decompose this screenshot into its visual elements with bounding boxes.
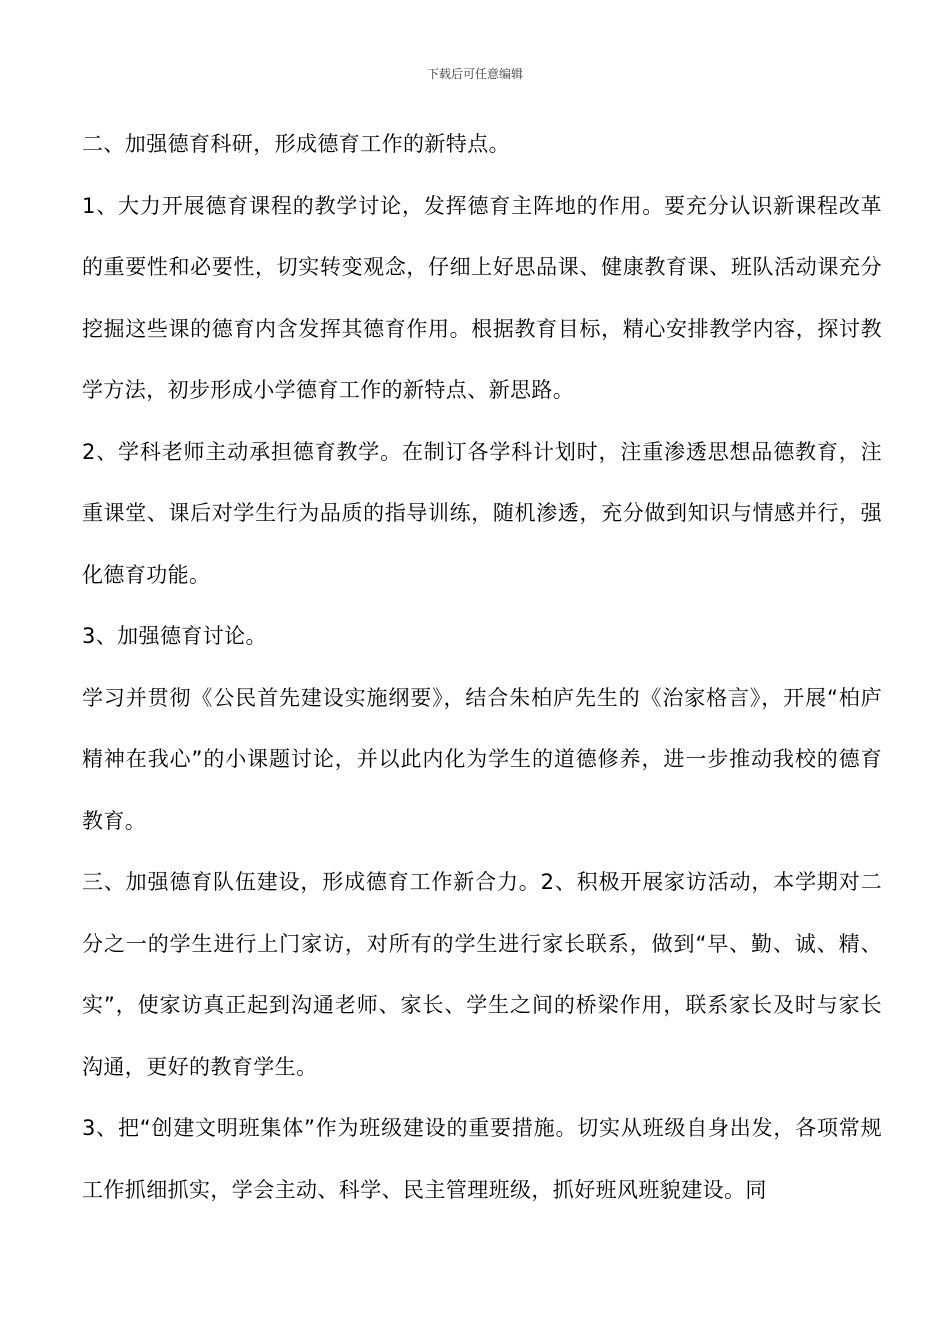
paragraph-item-3-detail: 学习并贯彻《公民首先建设实施纲要》，结合朱柏庐先生的《治家格言》，开展“柏庐精神在我心”的小课题讨论，并以此内化为学生的道德修养，进一步推动我校的德育教育。	[82, 685, 882, 833]
paragraph-item-3: 3、加强德育讨论。	[82, 624, 267, 648]
paragraph-section-3: 三、加强德育队伍建设，形成德育工作新合力。2、积极开展家访活动，本学期对二分之一的学生进行上门家访，对所有的学生进行家长联系，做到“早、勤、诚、精、实”，使家访真正起到沟通老师、家长、学生之间的桥梁作用，联系家长及时与家长沟通，更好的教育学生。	[82, 870, 882, 1079]
document-body	[82, 114, 882, 1221]
paragraph-section-2-heading: 二、加强德育科研，形成德育工作的新特点。	[82, 132, 510, 156]
paragraph-item-1: 1、大力开展德育课程的教学讨论，发挥德育主阵地的作用。要充分认识新课程改革的重要性和必要性，切实转变观念，仔细上好思品课、健康教育课、班队活动课充分挖掘这些课的德育内含发挥其德育作用。根据教育目标，精心安排教学内容，探讨教学方法，初步形成小学德育工作的新特点、新思路。	[82, 193, 882, 402]
page-header: 下载后可任意编辑	[426, 67, 523, 81]
paragraph-section-3-item-3: 3、把“创建文明班集体”作为班级建设的重要措施。切实从班级自身出发，各项常规工作抓细抓实，学会主动、科学、民主管理班级，抓好班风班貌建设。同	[82, 1116, 882, 1202]
paragraph-item-2: 2、学科老师主动承担德育教学。在制订各学科计划时，注重渗透思想品德教育，注重课堂、课后对学生行为品质的指导训练，随机渗透，充分做到知识与情感并行，强化德育功能。	[82, 439, 882, 587]
